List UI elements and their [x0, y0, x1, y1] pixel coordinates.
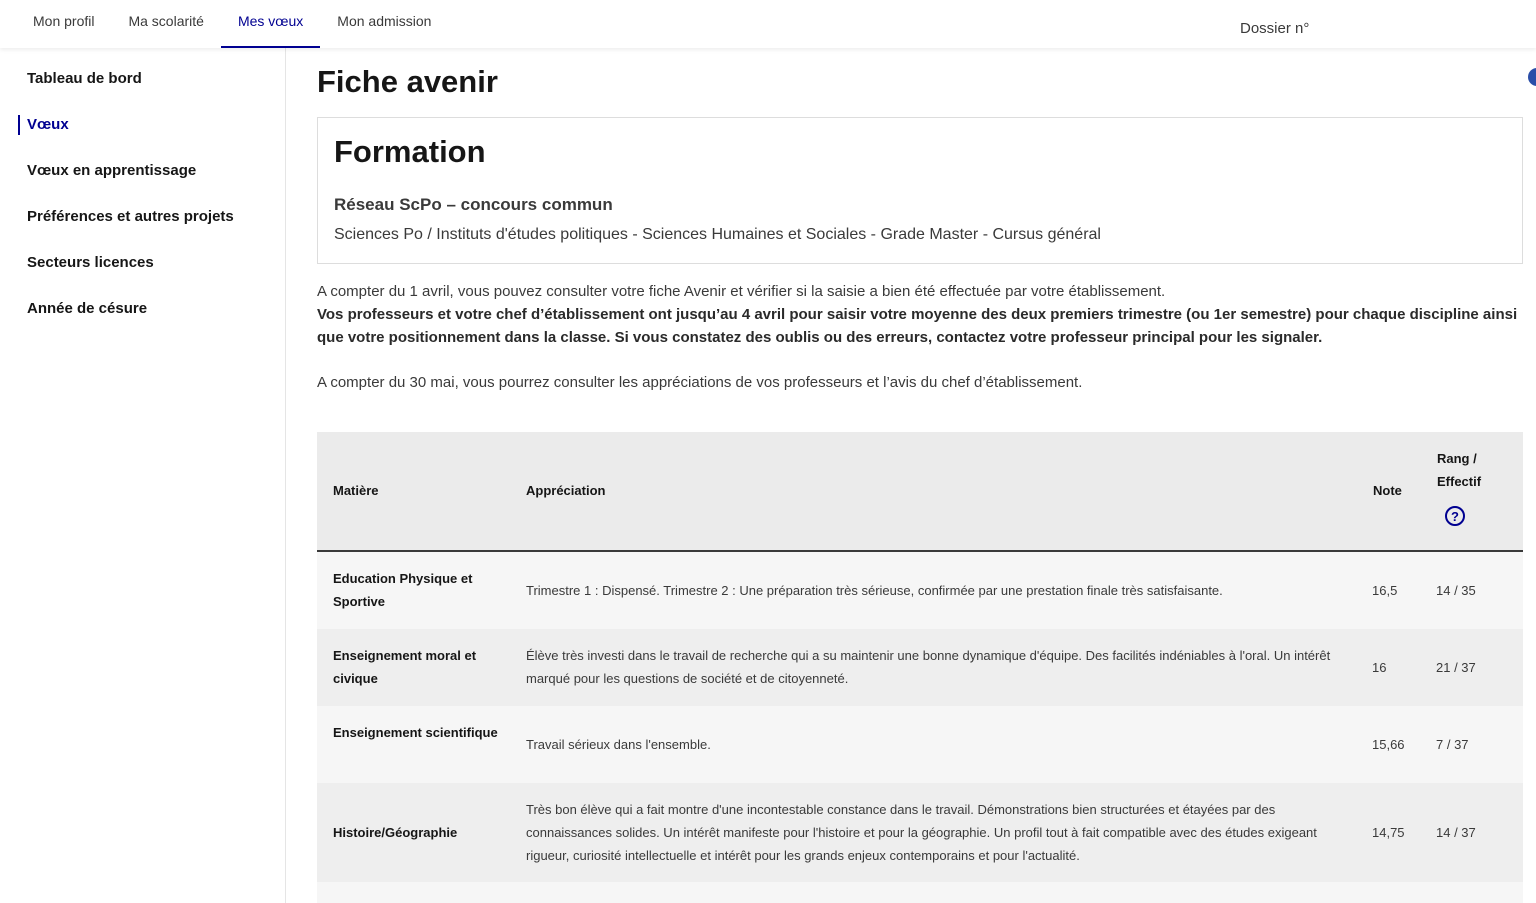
- cell-note: 15,66: [1372, 737, 1405, 752]
- table-row: [317, 783, 1523, 882]
- sidebar-item-preferences[interactable]: Préférences et autres projets: [27, 208, 234, 225]
- info-text: [317, 280, 1527, 394]
- cell-appreciation: Travail sérieux dans l'ensemble.: [526, 737, 711, 752]
- sidebar-item-voeux-apprentissage[interactable]: Vœux en apprentissage: [27, 162, 197, 179]
- cell-rang: 7 / 37: [1436, 737, 1469, 752]
- nav-tab-ma-scolarite[interactable]: Ma scolarité: [128, 13, 204, 29]
- info-line-2-bold: Vos professeurs et votre chef d’établissement ont jusqu’au 4 avril pour saisir votre moyenne des deux premiers trimestre (ou 1er semestre) pour chaque discipline ainsi que votre positionnement dans la classe. Si vous constatez des oublis ou des erreurs, contactez votre professeur principal pour les signaler.: [317, 306, 1518, 346]
- page-title: Fiche avenir: [317, 64, 498, 99]
- cell-appreciation: Trimestre 1 : Dispensé. Trimestre 2 : Une préparation très sérieuse, confirmée par une prestation finale très satisfaisante.: [526, 583, 1223, 598]
- formation-description: Sciences Po / Instituts d'études politiques - Sciences Humaines et Sociales - Grade Master - Cursus général: [334, 226, 1101, 243]
- header-effectif: Effectif: [1437, 474, 1482, 489]
- grades-table: [317, 432, 1523, 903]
- top-navigation-bar: [0, 0, 1536, 48]
- header-matiere: Matière: [333, 483, 379, 498]
- cell-note: 16: [1372, 660, 1387, 675]
- cell-matiere: Education Physique et Sportive: [333, 571, 473, 609]
- sidebar-item-secteurs-licences[interactable]: Secteurs licences: [27, 254, 154, 271]
- nav-tab-mon-admission[interactable]: Mon admission: [337, 13, 432, 29]
- table-row: [317, 706, 1523, 783]
- cell-rang: 14 / 35: [1436, 583, 1476, 598]
- table-header: [317, 432, 1523, 552]
- cell-rang: 21 / 37: [1436, 660, 1476, 675]
- info-line-3: A compter du 30 mai, vous pourrez consulter les appréciations de vos professeurs et l’avis du chef d’établissement.: [317, 374, 1083, 391]
- table-row: [317, 629, 1523, 706]
- cell-rang: 14 / 37: [1436, 825, 1476, 840]
- sidebar-item-tableau-de-bord[interactable]: Tableau de bord: [27, 70, 142, 87]
- sidebar: [0, 48, 286, 903]
- header-appreciation: Appréciation: [526, 483, 606, 498]
- info-line-1: A compter du 1 avril, vous pouvez consulter votre fiche Avenir et vérifier si la saisie a bien été effectuée par votre établissement.: [317, 283, 1166, 300]
- cell-note: 16,5: [1372, 583, 1398, 598]
- main-nav: [16, 0, 448, 48]
- cell-appreciation: Élève très investi dans le travail de recherche qui a su maintenir une bonne dynamique d'équipe. Des facilités indéniables à l'oral. Un intérêt marqué pour les questions de société et de citoyenneté.: [526, 648, 1331, 686]
- sidebar-active-marker: [18, 115, 20, 135]
- formation-name: Réseau ScPo – concours commun: [334, 195, 613, 214]
- cell-note: 14,75: [1372, 825, 1405, 840]
- table-row: [317, 552, 1523, 629]
- sidebar-item-annee-cesure[interactable]: Année de césure: [27, 300, 148, 317]
- scroll-indicator-dot[interactable]: [1528, 68, 1536, 86]
- cell-appreciation: Très bon élève qui a fait montre d'une incontestable constance dans le travail. Démonstrations bien structurées et étayées par des connaissances solides. Un intérêt manifeste pour l'histoire et pour la géographie. Un profil tout à fait compatible avec des études exigeant rigueur, curiosité intellectuelle et intérêt pour les grands enjeux contemporains et pour l'actualité.: [526, 802, 1317, 863]
- nav-tab-mon-profil[interactable]: Mon profil: [33, 13, 95, 29]
- cell-matiere: Enseignement moral et civique: [333, 648, 477, 686]
- header-rang: Rang /: [1437, 451, 1477, 466]
- cell-matiere: Histoire/Géographie: [333, 825, 458, 840]
- sidebar-item-voeux[interactable]: Vœux: [27, 116, 69, 133]
- cell-matiere: Enseignement scientifique: [333, 725, 498, 740]
- dossier-number: Dossier n°: [1240, 20, 1310, 37]
- nav-tab-mes-voeux[interactable]: Mes vœux: [221, 0, 320, 48]
- header-note: Note: [1373, 483, 1402, 498]
- formation-heading: Formation: [334, 134, 486, 169]
- table-row-partial: [317, 882, 1523, 903]
- help-icon[interactable]: ?: [1445, 506, 1465, 526]
- formation-card: [317, 117, 1523, 264]
